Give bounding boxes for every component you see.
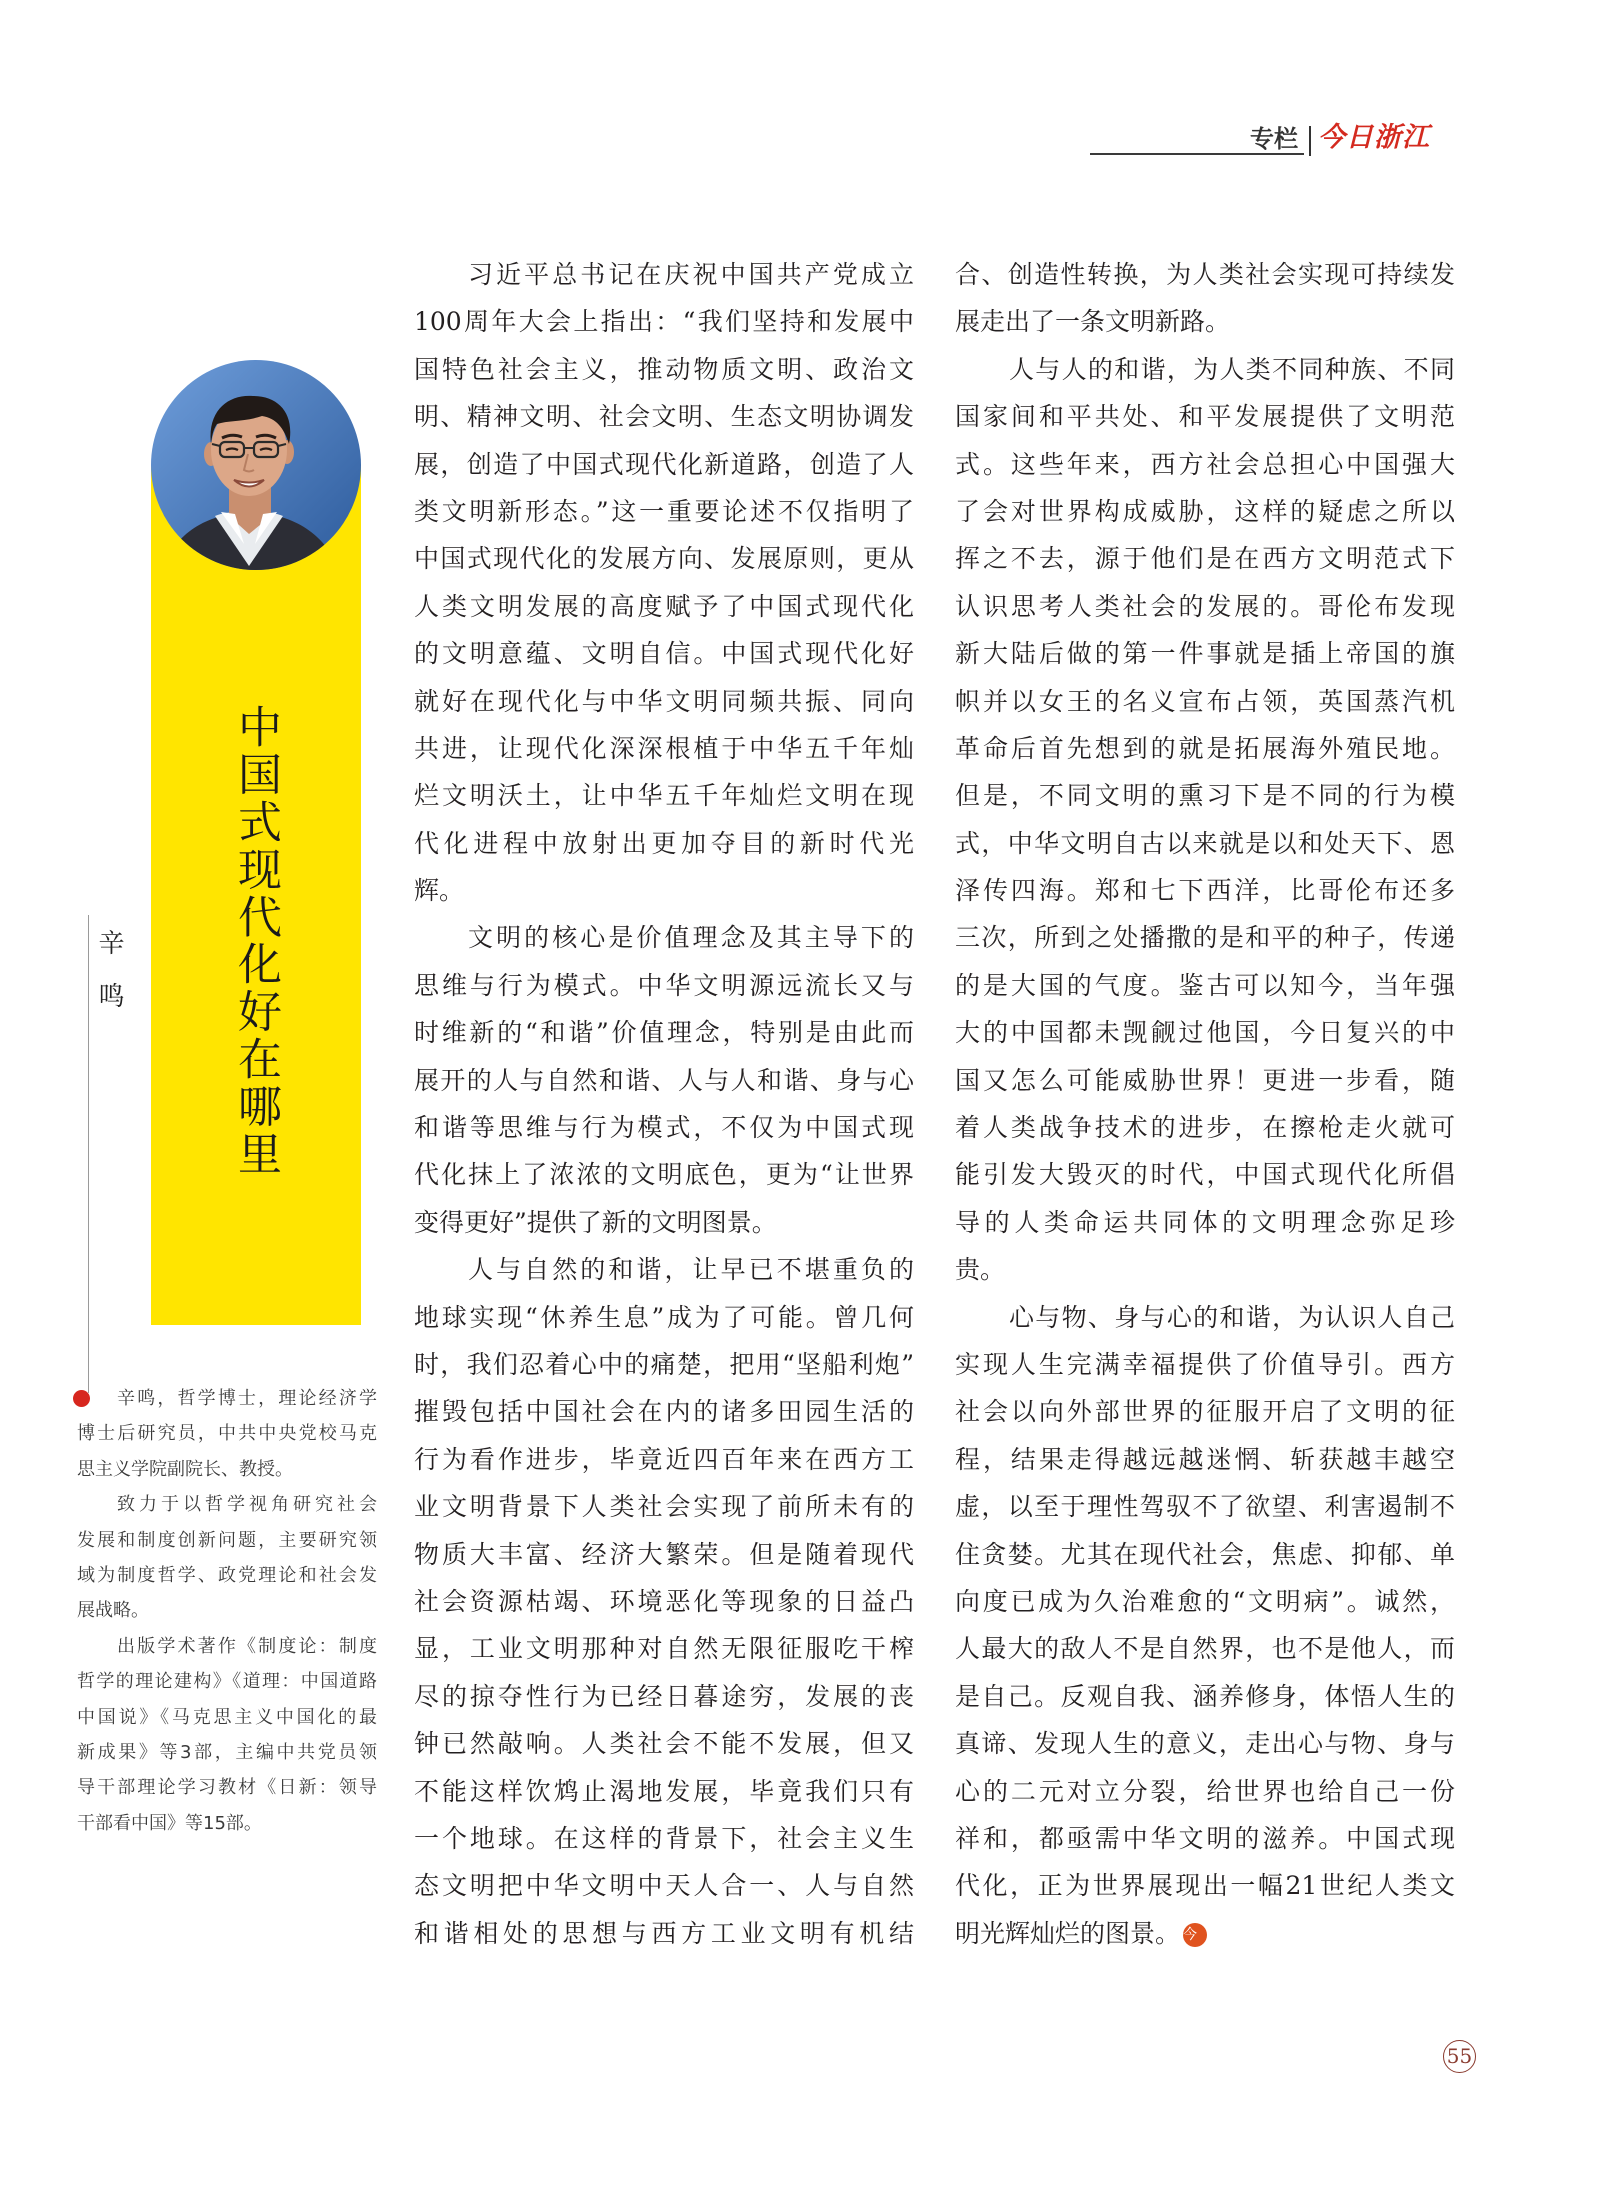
article-line: 能引发大毁灭的时代，中国式现代化所倡: [955, 1160, 1455, 1190]
article-line: 新大陆后做的第一件事就是插上帝国的旗: [955, 639, 1455, 669]
bio-line: 思主义学院副院长、教授。: [77, 1458, 293, 1480]
article-line: 时维新的“和谐”价值理念，特别是由此而: [414, 1018, 914, 1048]
section-label: 专栏: [1250, 125, 1298, 153]
article-line: 时，我们忍着心中的痛楚，把用“坚船利炮”: [414, 1349, 914, 1379]
article-line: 变得更好”提供了新的文明图景。: [414, 1207, 777, 1237]
article-line: 是自己。反观自我、涵养修身，体悟人生的: [955, 1681, 1455, 1711]
article-line: 认识思考人类社会的发展的。哥伦布发现: [955, 591, 1455, 621]
article-line: 摧毁包括中国社会在内的诸多田园生活的: [414, 1397, 914, 1427]
article-line: 社会以向外部世界的征服开启了文明的征: [955, 1397, 1455, 1427]
article-line: 100周年大会上指出：“我们坚持和发展中: [414, 307, 914, 337]
article-line: 业文明背景下人类社会实现了前所未有的: [414, 1492, 914, 1522]
article-line: 的文明意蕴、文明自信。中国式现代化好: [414, 639, 914, 669]
bio-paragraph: [77, 1381, 377, 1487]
article-line: 共进，让现代化深深根植于中华五千年灿: [414, 733, 914, 763]
article-line: 不能这样饮鸩止渴地发展，毕竟我们只有: [414, 1776, 914, 1806]
magazine-logo: 今日浙江: [1318, 122, 1430, 153]
author-divider: [88, 915, 89, 1393]
bio-line: 新成果》等3部，主编中共党员领: [77, 1741, 377, 1763]
article-line: 大的中国都未觊觎过他国，今日复兴的中: [955, 1018, 1455, 1048]
author-photo: [151, 360, 361, 570]
article-line: 真谛、发现人生的意义，走出心与物、身与: [955, 1729, 1455, 1759]
article-line: 中国式现代化的发展方向、发展原则，更从: [414, 544, 914, 574]
article-line: 社会资源枯竭、环境恶化等现象的日益凸: [414, 1586, 914, 1616]
article-line: 住贪婪。尤其在现代社会，焦虑、抑郁、单: [955, 1539, 1455, 1569]
article-line: 国家间和平共处、和平发展提供了文明范: [955, 402, 1455, 432]
article-line: 导的人类命运共同体的文明理念弥足珍: [955, 1207, 1455, 1237]
article-line: 和谐相处的思想与西方工业文明有机结: [414, 1918, 914, 1948]
article-line: 展开的人与自然和谐、人与人和谐、身与心: [414, 1065, 914, 1095]
article-line: 就好在现代化与中华文明同频共振、同向: [414, 686, 914, 716]
article-line: 明、精神文明、社会文明、生态文明协调发: [414, 402, 914, 432]
article-title: 中国式现代化好在哪里: [230, 704, 281, 1178]
article-line: 帜并以女王的名义宣布占领，英国蒸汽机: [955, 686, 1455, 716]
article-line: 辉。: [414, 876, 465, 906]
article-line: 烂文明沃土，让中华五千年灿烂文明在现: [414, 781, 914, 811]
article-line: 物质大丰富、经济大繁荣。但是随着现代: [414, 1539, 914, 1569]
bio-line: 导干部理论学习教材《日新：领导: [77, 1777, 377, 1799]
article-line: 着人类战争技术的进步，在擦枪走火就可: [955, 1113, 1455, 1143]
article-line: 国特色社会主义，推动物质文明、政治文: [414, 354, 914, 384]
article-line: 思维与行为模式。中华文明源远流长又与: [414, 970, 914, 1000]
article-line: 代化进程中放射出更加夺目的新时代光: [414, 828, 914, 858]
bio-line: 干部看中国》等15部。: [77, 1812, 262, 1834]
bio-line: 域为制度哲学、政党理论和社会发: [77, 1564, 377, 1586]
article-line: 心与物、身与心的和谐，为认识人自己: [1009, 1302, 1455, 1332]
bio-line: 展战略。: [77, 1600, 149, 1622]
bio-line: 辛鸣，哲学博士，理论经济学: [117, 1388, 377, 1409]
article-line: 代化抹上了浓浓的文明底色，更为“让世界: [414, 1160, 914, 1190]
article-line: 式，中华文明自古以来就是以和处天下、恩: [955, 828, 1455, 858]
end-mark-icon: 今: [1183, 1923, 1207, 1947]
article-line: 明光辉灿烂的图景。 今: [955, 1910, 1455, 1957]
header-separator: [1309, 126, 1311, 156]
article-line: 一个地球。在这样的背景下，社会主义生: [414, 1823, 914, 1853]
article-line: 的是大国的气度。鉴古可以知今，当年强: [955, 970, 1455, 1000]
article-column-1: [414, 251, 914, 1957]
article-line: 态文明把中华文明中天人合一、人与自然: [414, 1871, 914, 1901]
article-line: 和谐等思维与行为模式，不仅为中国式现: [414, 1113, 914, 1143]
bio-line: 发展和制度创新问题，主要研究领: [77, 1529, 377, 1551]
bio-paragraph: [77, 1629, 377, 1841]
article-line: 钟已然敲响。人类社会不能不发展，但又: [414, 1729, 914, 1759]
bio-line: 致力于以哲学视角研究社会: [117, 1494, 377, 1516]
article-line: 革命后首先想到的就是拓展海外殖民地。: [955, 733, 1455, 763]
article-line: 展，创造了中国式现代化新道路，创造了人: [414, 449, 914, 479]
author-portrait: [151, 360, 361, 570]
bio-line: 出版学术著作《制度论：制度: [117, 1635, 377, 1657]
article-line: 但是，不同文明的熏习下是不同的行为模: [955, 781, 1455, 811]
article-line: 人类文明发展的高度赋予了中国式现代化: [414, 591, 914, 621]
author-name: 辛鸣: [94, 929, 124, 1035]
author-bio: [77, 1381, 377, 1841]
bio-line: 中国说》《马克思主义中国化的最: [77, 1706, 377, 1728]
article-line: 向度已成为久治难愈的“文明病”。诚然，: [955, 1586, 1455, 1616]
article-line: 国又怎么可能威胁世界！更进一步看，随: [955, 1065, 1455, 1095]
article-line: 代化，正为世界展现出一幅21世纪人类文: [955, 1871, 1455, 1901]
article-line: 展走出了一条文明新路。: [955, 307, 1231, 337]
article-line: 行为看作进步，毕竟近四百年来在西方工: [414, 1444, 914, 1474]
article-line: 三次，所到之处播撒的是和平的种子，传递: [955, 923, 1455, 953]
article-line: 心的二元对立分裂，给世界也给自己一份: [955, 1776, 1455, 1806]
article-line: 程，结果走得越远越迷惘、斩获越丰越空: [955, 1444, 1455, 1474]
article-line: 贵。: [955, 1255, 1006, 1285]
article-line: 人与自然的和谐，让早已不堪重负的: [468, 1255, 914, 1285]
article-line: 挥之不去，源于他们是在西方文明范式下: [955, 544, 1455, 574]
bio-paragraph: [77, 1487, 377, 1629]
article-line: 泽传四海。郑和七下西洋，比哥伦布还多: [955, 876, 1455, 906]
article-line: 习近平总书记在庆祝中国共产党成立: [468, 260, 914, 289]
article-line: 合、创造性转换，为人类社会实现可持续发: [955, 260, 1455, 289]
article-line: 类文明新形态。”这一重要论述不仅指明了: [414, 496, 914, 526]
article-column-2: [955, 251, 1455, 1957]
article-line: 祥和，都亟需中华文明的滋养。中国式现: [955, 1823, 1455, 1853]
article-line: 实现人生完满幸福提供了价值导引。西方: [955, 1349, 1455, 1379]
article-line: 文明的核心是价值理念及其主导下的: [468, 923, 914, 953]
article-line: 人最大的敌人不是自然界，也不是他人，而: [955, 1634, 1455, 1664]
article-line: 显，工业文明那种对自然无限征服吃干榨: [414, 1634, 914, 1664]
article-line: 了会对世界构成威胁，这样的疑虑之所以: [955, 496, 1455, 526]
page-number: 55: [1443, 2040, 1476, 2073]
bio-line: 博士后研究员，中共中央党校马克: [77, 1423, 377, 1445]
article-line: 地球实现“休养生息”成为了可能。曾几何: [414, 1302, 914, 1332]
bio-line: 哲学的理论建构》《道理：中国道路: [77, 1671, 377, 1693]
article-line: 人与人的和谐，为人类不同种族、不同: [1009, 354, 1455, 384]
article-line: 虚，以至于理性驾驭不了欲望、利害遏制不: [955, 1492, 1455, 1522]
article-line: 尽的掠夺性行为已经日暮途穷，发展的丧: [414, 1681, 914, 1711]
article-line: 式。这些年来，西方社会总担心中国强大: [955, 449, 1455, 479]
